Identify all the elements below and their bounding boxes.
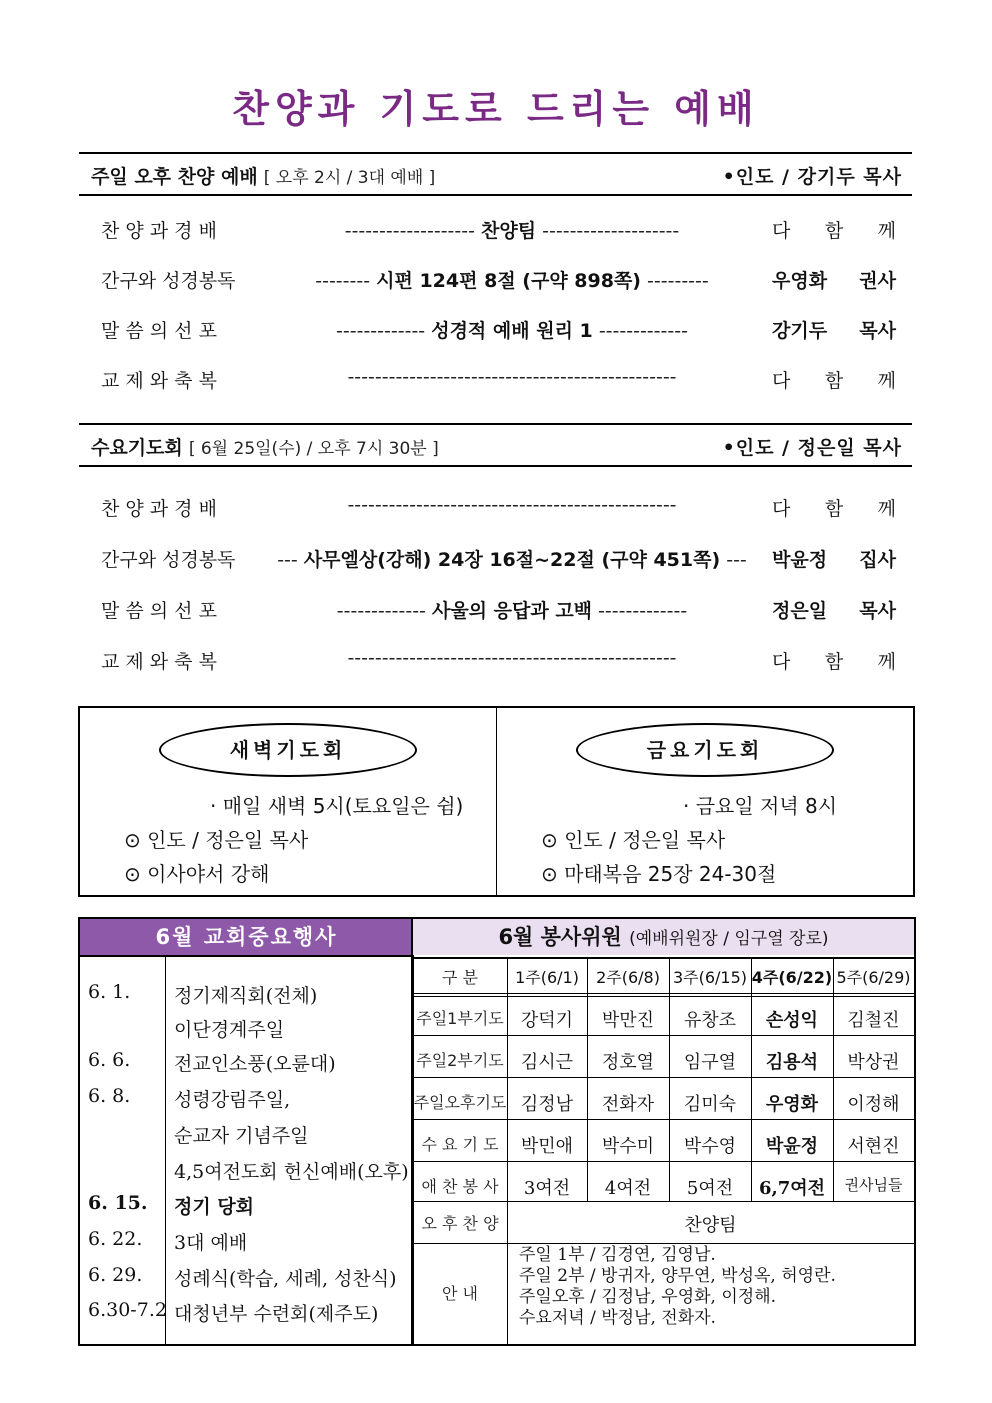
event-date: 6. 6. <box>88 1049 131 1071</box>
dawn-prayer-leader: ⊙ 인도 / 정은일 목사 <box>124 828 309 852</box>
dash-leader-left: ------------- <box>336 320 426 342</box>
volunteer-name: 5여전 <box>686 1178 734 1199</box>
order-person: 박윤정 집사 <box>772 549 896 571</box>
grid-rule <box>413 1243 914 1244</box>
order-row <box>101 314 896 344</box>
event-text: 3대 예배 <box>174 1232 248 1254</box>
volunteer-name: 임구열 <box>683 1052 737 1073</box>
order-item <box>256 266 768 293</box>
week-header: 5주(6/29) <box>836 968 911 987</box>
order-person: 다 함 께 <box>772 651 896 673</box>
volunteer-name: 서현진 <box>847 1136 900 1157</box>
order-row <box>101 492 896 522</box>
box-divider <box>496 708 497 895</box>
volunteer-name: 박만진 <box>601 1010 655 1031</box>
friday-prayer-title: 금요기도회 <box>576 723 834 777</box>
volunteer-name: 손성익 <box>765 1010 819 1031</box>
event-date: 6. 8. <box>88 1085 131 1107</box>
notice-line: 수요저녁 / 박정남, 전화자. <box>519 1308 716 1328</box>
volunteer-name: 김철진 <box>847 1010 900 1031</box>
volunteer-name: 전화자 <box>601 1094 655 1115</box>
grid-rule <box>413 1201 914 1202</box>
dash-leader-left: ------------------------------------------------ <box>347 647 677 669</box>
volunteer-name: 권사님들 <box>844 1176 903 1194</box>
events-column-divider <box>165 957 166 1344</box>
volunteer-name: 김미숙 <box>683 1094 737 1115</box>
order-row <box>101 594 896 624</box>
dash-leader-right: ------------- <box>598 320 688 342</box>
volunteer-name: 4여전 <box>604 1178 652 1199</box>
order-person: 다 함 께 <box>772 220 896 242</box>
volunteer-name: 김정남 <box>520 1094 574 1115</box>
role-label: 애 찬 봉 사 <box>421 1177 499 1196</box>
notice-label: 안 내 <box>442 1284 478 1303</box>
event-text: 대청년부 수련회(제주도) <box>174 1303 379 1325</box>
volunteer-name: 3여전 <box>523 1178 571 1199</box>
events-table <box>78 917 414 1346</box>
praise-value: 찬양팀 <box>684 1215 737 1236</box>
dash-leader-left: -------- <box>315 270 371 292</box>
event-text: 정기제직회(전체) <box>174 985 318 1007</box>
dash-leader-left: ------------------------------------------------ <box>347 494 677 516</box>
volunteer-name: 박민애 <box>520 1136 574 1157</box>
volunteer-name: 유창조 <box>683 1010 737 1031</box>
order-label: 말 씀 의 선 포 <box>101 600 217 622</box>
dash-leader-right: -------------------- <box>542 220 680 242</box>
dash-leader-left: ------------------- <box>344 220 475 242</box>
notice-line: 주일 2부 / 방귀자, 양무연, 박성옥, 허영란. <box>519 1266 836 1286</box>
sunday-service-header <box>79 152 912 196</box>
praise-label: 오 후 찬 양 <box>421 1214 499 1233</box>
wednesday-service-time: [ 6월 25일(수) / 오후 7시 30분 ] <box>188 439 439 459</box>
grid-rule <box>413 996 914 997</box>
order-content: 찬양팀 <box>481 220 537 242</box>
volunteer-name: 박상권 <box>847 1052 900 1073</box>
order-label: 말 씀 의 선 포 <box>101 320 217 342</box>
event-text: 4,5여전도회 헌신예배(오후) <box>174 1161 409 1183</box>
grid-rule <box>413 957 914 959</box>
friday-prayer-topic: ⊙ 마태복음 25장 24-30절 <box>541 862 777 886</box>
notice-line: 주일 1부 / 김경연, 김영남. <box>519 1245 716 1265</box>
friday-prayer-time: · 금요일 저녁 8시 <box>683 794 838 818</box>
order-row <box>101 214 896 244</box>
dawn-prayer-title: 새벽기도회 <box>159 723 417 777</box>
event-text: 전교인소풍(오륜대) <box>174 1053 336 1075</box>
page-title: 찬양과 기도로 드리는 예배 <box>232 87 760 131</box>
order-item <box>256 647 768 669</box>
order-row <box>101 364 896 394</box>
role-label: 주일2부기도 <box>416 1051 504 1070</box>
event-date: 6.30-7.2 <box>88 1299 167 1321</box>
event-text: 순교자 기념주일 <box>174 1125 309 1147</box>
grid-rule <box>669 957 670 1201</box>
volunteer-name: 강덕기 <box>520 1010 574 1031</box>
dash-leader-left: ------------------------------------------------ <box>347 366 677 388</box>
wednesday-service-header <box>79 423 912 467</box>
order-person: 강기두 목사 <box>772 320 896 342</box>
event-text: 성령강림주일, <box>174 1089 291 1111</box>
week-header: 1주(6/1) <box>515 968 579 987</box>
volunteer-name: 박윤정 <box>765 1136 819 1157</box>
role-label: 수 요 기 도 <box>421 1135 499 1154</box>
order-item <box>256 366 768 388</box>
order-label: 간구와 성경봉독 <box>101 270 236 292</box>
grid-rule <box>751 957 752 1201</box>
sunday-service-leader: •인도 / 강기두 목사 <box>722 166 902 188</box>
wednesday-service-leader: •인도 / 정은일 목사 <box>722 437 902 459</box>
role-label: 주일오후기도 <box>413 1093 507 1112</box>
volunteer-name: 김용석 <box>765 1052 819 1073</box>
column-header: 구 분 <box>442 968 478 987</box>
order-person: 다 함 께 <box>772 498 896 520</box>
notice-line: 주일오후 / 김정남, 우영화, 이정해. <box>519 1287 777 1307</box>
order-item <box>256 596 768 623</box>
volunteer-name: 김시근 <box>520 1052 574 1073</box>
service-table <box>411 917 916 1346</box>
order-label: 간구와 성경봉독 <box>101 549 236 571</box>
order-content: 성경적 예배 원리 1 <box>431 320 593 342</box>
service-subtitle: (예배위원장 / 임구열 장로) <box>629 929 829 949</box>
order-person: 우영화 권사 <box>772 270 896 292</box>
role-label: 주일1부기도 <box>416 1009 504 1028</box>
service-title-bar <box>413 919 914 955</box>
event-text: 정기 당회 <box>174 1196 255 1218</box>
event-date: 6. 1. <box>88 981 131 1003</box>
dash-leader-right: --------- <box>647 270 709 292</box>
order-content: 사무엘상(강해) 24장 16절~22절 (구약 451쪽) <box>303 549 721 571</box>
prayer-meetings-box <box>78 706 915 897</box>
volunteer-name: 박수미 <box>601 1136 655 1157</box>
order-row <box>101 645 896 675</box>
dash-leader-right: --- <box>726 549 747 571</box>
sunday-service-title: 주일 오후 찬양 예배 <box>91 166 258 188</box>
dash-leader-left: --- <box>277 549 298 571</box>
order-label: 교 제 와 축 복 <box>101 651 217 673</box>
order-item <box>256 545 768 572</box>
order-content: 사울의 응답과 고백 <box>431 600 593 622</box>
week-header: 3주(6/15) <box>672 968 748 987</box>
week-header: 2주(6/8) <box>596 968 660 987</box>
order-label: 찬 양 과 경 배 <box>101 220 217 242</box>
order-label: 교 제 와 축 복 <box>101 370 217 392</box>
service-title: 6월 봉사위원 <box>498 925 622 949</box>
order-person: 정은일 목사 <box>772 600 896 622</box>
week-header: 4주(6/22) <box>751 968 833 987</box>
event-date: 6. 22. <box>88 1228 143 1250</box>
event-text: 성례식(학습, 세례, 성찬식) <box>174 1268 397 1290</box>
dash-leader-left: ------------- <box>336 600 426 622</box>
event-date: 6. 15. <box>88 1192 148 1214</box>
order-row <box>101 543 896 573</box>
order-row <box>101 264 896 294</box>
event-text: 이단경계주일 <box>174 1019 285 1041</box>
dawn-prayer-topic: ⊙ 이사야서 강해 <box>124 862 270 886</box>
grid-rule <box>413 1035 914 1036</box>
grid-rule <box>587 957 588 1201</box>
grid-rule <box>413 1161 914 1162</box>
event-date: 6. 29. <box>88 1264 143 1286</box>
volunteer-name: 6,7여전 <box>758 1178 826 1199</box>
grid-rule <box>413 1119 914 1120</box>
order-person: 다 함 께 <box>772 370 896 392</box>
friday-prayer-leader: ⊙ 인도 / 정은일 목사 <box>541 828 726 852</box>
volunteer-name: 이정해 <box>847 1094 900 1115</box>
sunday-service-time: [ 오후 2시 / 3대 예배 ] <box>263 168 436 188</box>
dash-leader-right: ------------- <box>598 600 688 622</box>
order-item <box>256 494 768 516</box>
events-title: 6월 교회중요행사 <box>80 919 413 955</box>
grid-rule <box>413 1077 914 1078</box>
volunteer-name: 정호열 <box>601 1052 655 1073</box>
order-item <box>256 316 768 343</box>
volunteer-name: 우영화 <box>765 1094 819 1115</box>
grid-rule <box>413 993 914 994</box>
order-label: 찬 양 과 경 배 <box>101 498 217 520</box>
grid-rule <box>833 957 834 1201</box>
events-header-rule <box>80 955 413 957</box>
wednesday-service-title: 수요기도회 <box>91 437 183 459</box>
order-item <box>256 216 768 243</box>
dawn-prayer-time: · 매일 새벽 5시(토요일은 쉼) <box>210 794 464 818</box>
volunteer-name: 박수영 <box>683 1136 737 1157</box>
order-content: 시편 124편 8절 (구약 898쪽) <box>376 270 641 292</box>
